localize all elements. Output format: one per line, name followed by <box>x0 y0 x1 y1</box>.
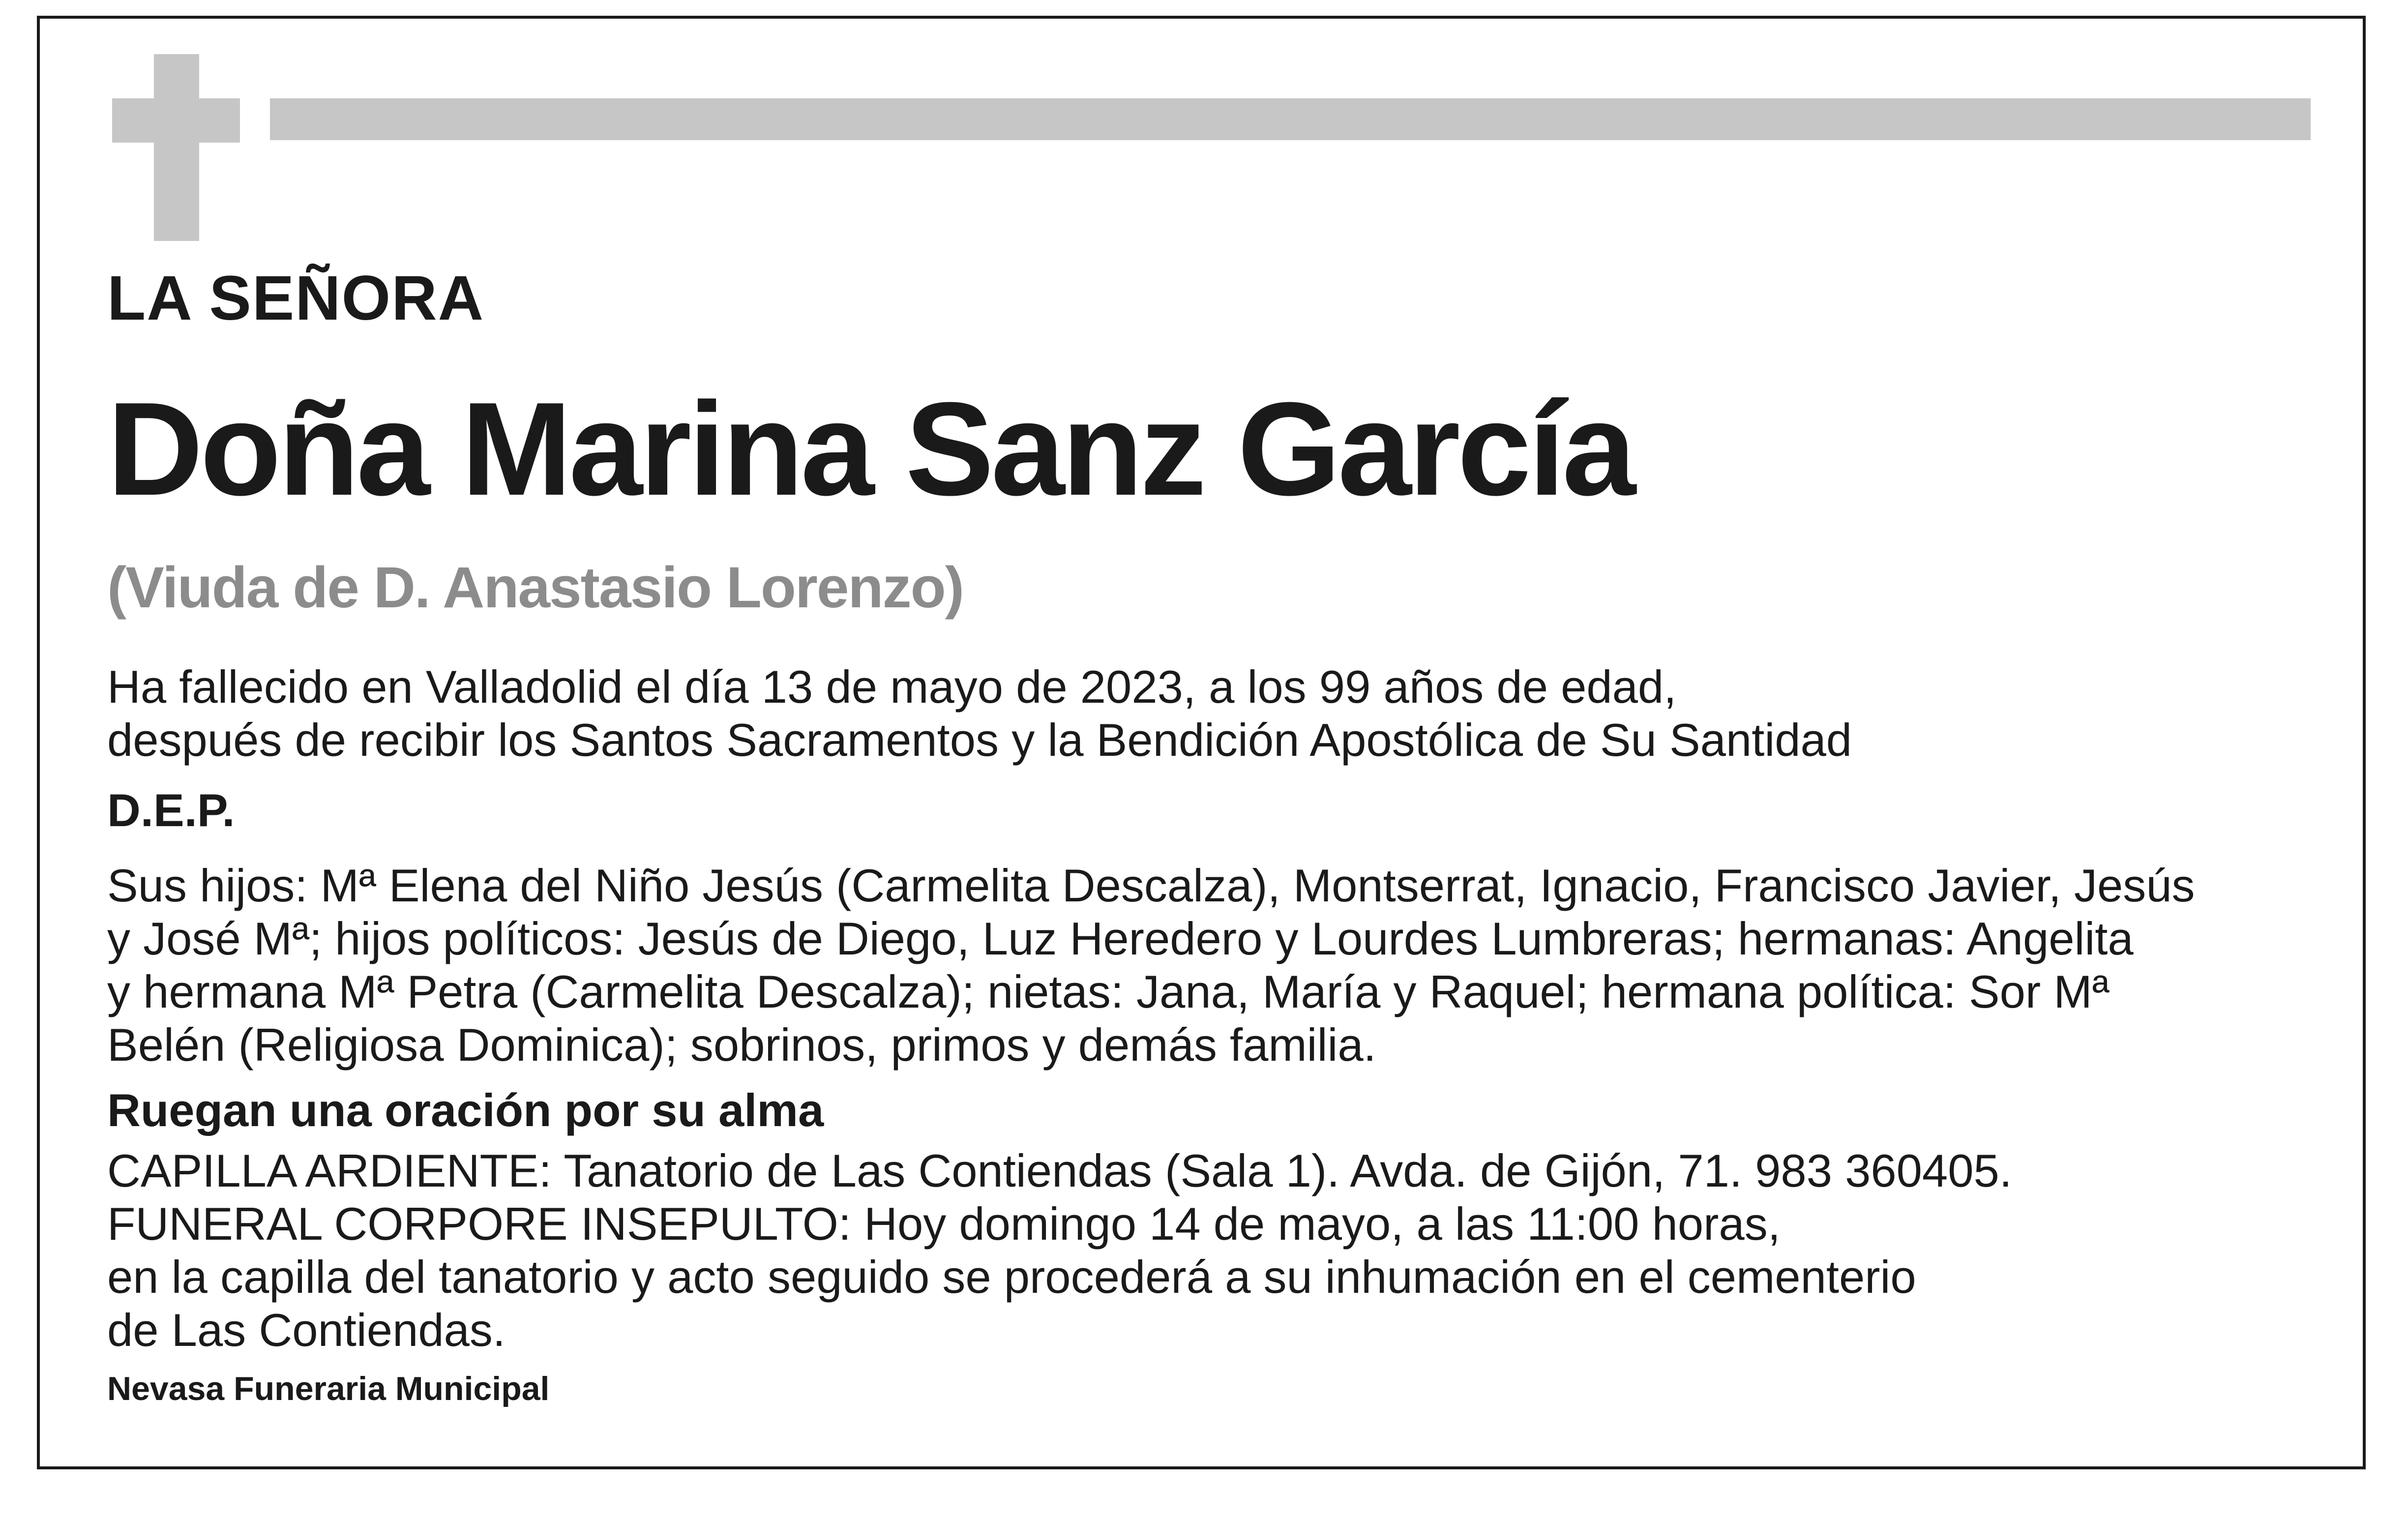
family-line: y hermana Mª Petra (Carmelita Descalza); nietas: Jana, María y Raquel; hermana política: Sor Mª <box>107 966 2110 1018</box>
service-line: en la capilla del tanatorio y acto seguido se procederá a su inhumación en el cementerio <box>107 1251 1916 1303</box>
deceased-name: Doña Marina Sanz García <box>107 375 1634 524</box>
family-line: y José Mª; hijos políticos: Jesús de Diego, Luz Heredero y Lourdes Lumbreras; hermanas: Angelita <box>107 913 2134 965</box>
death-line: Ha fallecido en Valladolid el día 13 de mayo de 2023, a los 99 años de edad, <box>107 661 1677 713</box>
dep-label: D.E.P. <box>107 784 235 836</box>
cross-vertical-bar <box>154 54 199 241</box>
service-line: FUNERAL CORPORE INSEPULTO: Hoy domingo 14 de mayo, a las 11:00 horas, <box>107 1198 1781 1250</box>
family-line: Sus hijos: Mª Elena del Niño Jesús (Carmelita Descalza), Montserrat, Ignacio, Francisco Javier, Jesús <box>107 860 2195 912</box>
notice-title: LA SEÑORA <box>107 263 485 333</box>
cross-horizontal-bar <box>112 98 240 143</box>
funeral-home: Nevasa Funeraria Municipal <box>107 1370 550 1408</box>
service-line: CAPILLA ARDIENTE: Tanatorio de Las Contiendas (Sala 1). Avda. de Gijón, 71. 983 360405. <box>107 1145 2012 1197</box>
family-line: Belén (Religiosa Dominica); sobrinos, primos y demás familia. <box>107 1019 1376 1071</box>
cross-icon <box>112 54 240 241</box>
service-line: de Las Contiendas. <box>107 1304 506 1356</box>
widow-of: (Viuda de D. Anastasio Lorenzo) <box>107 555 964 621</box>
death-line: después de recibir los Santos Sacramentos y la Bendición Apostólica de Su Santidad <box>107 714 1852 766</box>
header-rule <box>270 98 2311 140</box>
notice-content <box>107 263 2310 1408</box>
prayer-request: Ruegan una oración por su alma <box>107 1084 824 1136</box>
